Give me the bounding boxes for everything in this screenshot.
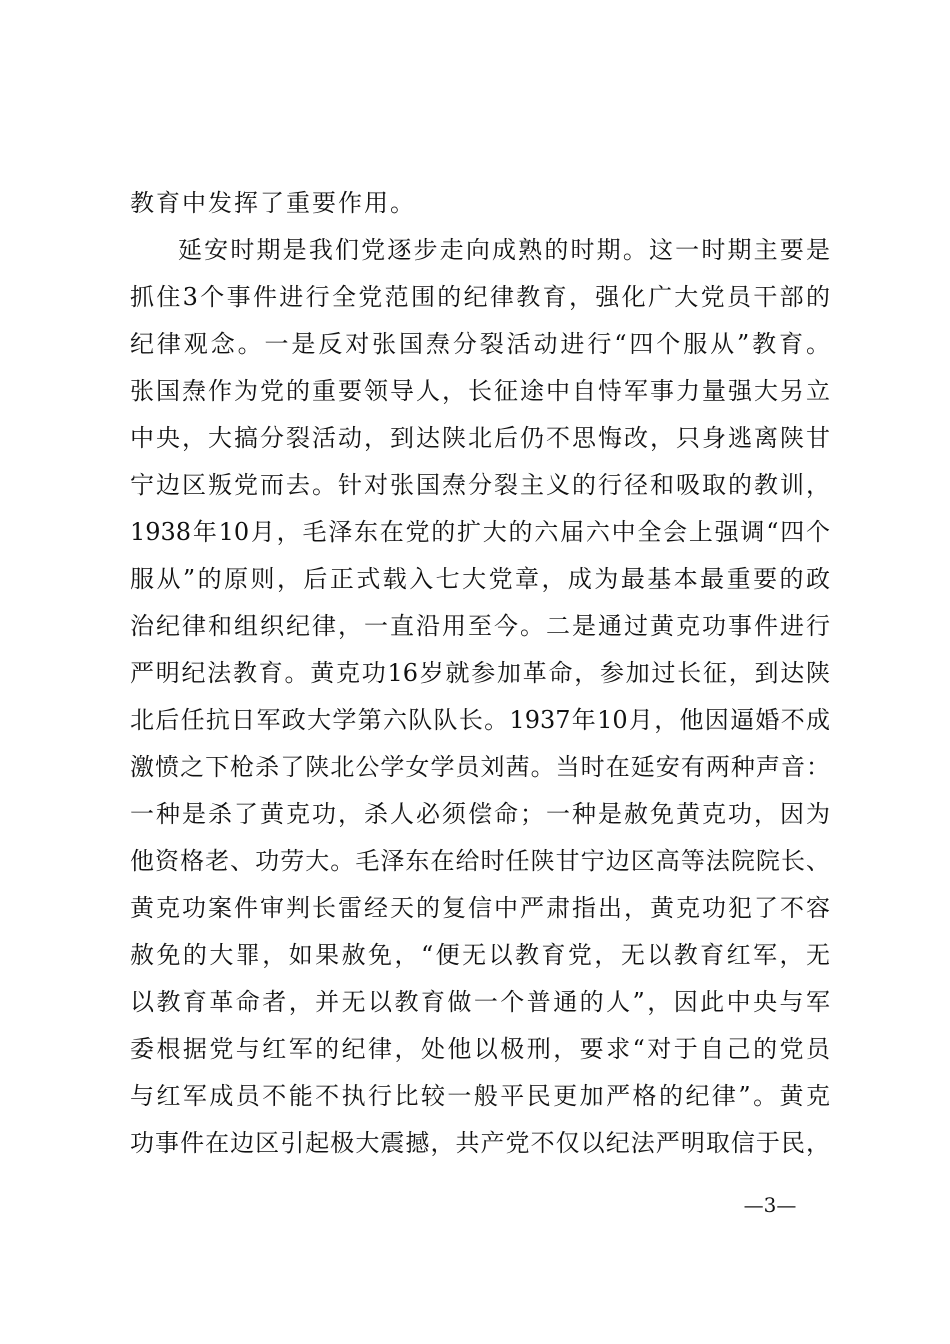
text-line: 抓住3个事件进行全党范围的纪律教育，强化广大党员干部的	[130, 283, 830, 311]
text-line: 中央，大搞分裂活动，到达陕北后仍不思悔改，只身逃离陕甘	[130, 424, 830, 452]
text-line: 与红军成员不能不执行比较一般平民更加严格的纪律”。黄克	[130, 1082, 830, 1110]
page-number: —3—	[743, 1193, 797, 1217]
text-line: 黄克功案件审判长雷经天的复信中严肃指出，黄克功犯了不容	[130, 894, 830, 922]
body-text	[130, 180, 830, 1167]
text-line: 教育中发挥了重要作用。	[130, 189, 416, 217]
text-line: 纪律观念。一是反对张国焘分裂活动进行“四个服从”教育。	[130, 330, 830, 358]
text-line: 延安时期是我们党逐步走向成熟的时期。这一时期主要是	[178, 236, 830, 264]
text-line: 以教育革命者，并无以教育做一个普通的人”，因此中央与军	[130, 988, 830, 1016]
text-line: 治纪律和组织纪律，一直沿用至今。二是通过黄克功事件进行	[130, 612, 830, 640]
text-line: 严明纪法教育。黄克功16岁就参加革命，参加过长征，到达陕	[130, 659, 830, 687]
text-line: 激愤之下枪杀了陕北公学女学员刘茜。当时在延安有两种声音：	[130, 753, 830, 781]
text-line: 张国焘作为党的重要领导人，长征途中自恃军事力量强大另立	[130, 377, 830, 405]
text-line: 赦免的大罪，如果赦免，“便无以教育党，无以教育红军，无	[130, 941, 830, 969]
text-line: 委根据党与红军的纪律，处他以极刑，要求“对于自己的党员	[130, 1035, 830, 1063]
text-line: 服从”的原则，后正式载入七大党章，成为最基本最重要的政	[130, 565, 830, 593]
text-line: 宁边区叛党而去。针对张国焘分裂主义的行径和吸取的教训，	[130, 471, 830, 499]
text-line: 他资格老、功劳大。毛泽东在给时任陕甘宁边区高等法院院长、	[130, 847, 830, 875]
text-line: 功事件在边区引起极大震撼，共产党不仅以纪法严明取信于民，	[130, 1129, 830, 1157]
text-line: 北后任抗日军政大学第六队队长。1937年10月，他因逼婚不成	[130, 706, 830, 734]
text-line: 1938年10月，毛泽东在党的扩大的六届六中全会上强调“四个	[130, 518, 830, 546]
text-line: 一种是杀了黄克功，杀人必须偿命；一种是赦免黄克功，因为	[130, 800, 830, 828]
